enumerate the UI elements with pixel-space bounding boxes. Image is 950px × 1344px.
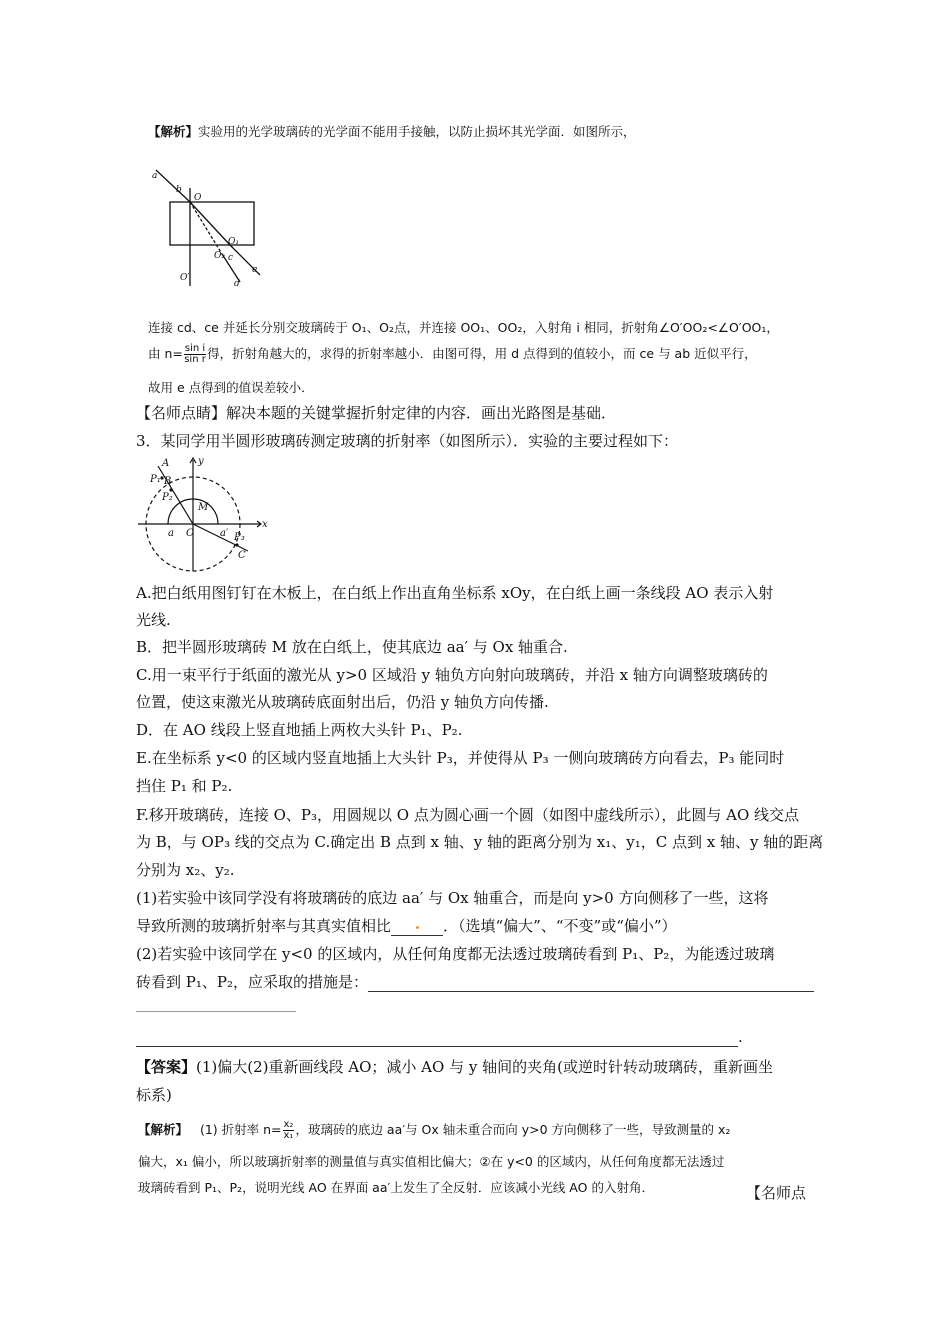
tip-label: 【名师点睛】 [136,404,227,422]
fig1-label-O1: O₁ [228,237,239,247]
q3-step-A-1: A.把白纸用图钉钉在木板上，在白纸上作出直角坐标系 xOy，在白纸上画一条线段 AO 表示入射 [136,584,774,602]
fig1-label-Oprime: O′ [180,273,190,283]
fraction-sin: $\frac{\text{sin i}}{\text{sin r}}$ [184,343,206,365]
fig2-label-C: C [238,550,246,561]
fig2-label-x: x [262,519,268,530]
fig2-label-aprime: a′ [220,528,229,539]
analysis2-line1: 【解析】 (1) 折射率 n= $\frac{\text{x₂}}{\text{x₁}}$ ，玻璃砖的底边 aa′与 Ox 轴未重合而向 y>0 方向侧移了一些，导致测量的 x₂ [138,1119,731,1141]
answer-blank-2b[interactable] [136,1011,296,1012]
q3-step-D: D．在 AO 线段上竖直地插上两枚大头针 P₁、P₂. [136,721,463,739]
fig2-label-y: y [198,456,204,467]
analysis2-line2: 偏大，x₁ 偏小，所以玻璃折射率的测量值与真实值相比偏大；②在 y<0 的区域内，从任何角度都无法透过 [138,1154,725,1169]
q3-step-C-1: C.用一束平行于纸面的激光从 y>0 区域沿 y 轴负方向射向玻璃砖，并沿 x 轴方向调整玻璃砖的 [136,666,768,684]
fig1-label-O2: O₂ [214,251,225,261]
fig2-label-P3: P₃ [234,532,245,543]
fig2-label-a: a [168,528,174,539]
fig1-label-c: c [228,253,234,263]
q3-title: 3．某同学用半圆形玻璃砖测定玻璃的折射率（如图所示）．实验的主要过程如下： [136,432,679,450]
analysis2-line3: 玻璃砖看到 P₁、P₂，说明光线 AO 在界面 aa′上发生了全反射．应该减小光线 AO 的入射角． [138,1180,654,1195]
answer-blank-2c[interactable] [136,1028,738,1047]
q3-step-A-2: 光线. [136,611,171,629]
analysis1-line2: 连接 cd、ce 并延长分别交玻璃砖于 O₁、O₂点，并连接 OO₁、OO₂，入射角 i 相同，折射角∠O′OO₂<∠O′OO₁， [148,320,779,335]
fig2-label-P1: P₁ [150,474,161,485]
q3-sub1-line2: 导致所测的玻璃折射率与其真实值相比 ．（选填“偏大”、“不变”或“偏小”） [136,917,677,935]
fig2-label-B: B [164,476,172,487]
fig2-label-M: M [198,502,209,513]
q3-step-E-2: 挡住 P₁ 和 P₂. [136,777,233,795]
answer-line2: 标系) [136,1086,172,1104]
figure-semicircle [136,454,276,576]
fraction-x: $\frac{\text{x₂}}{\text{x₁}}$ [283,1119,294,1141]
q3-step-E-1: E.在坐标系 y<0 的区域内竖直地插上大头针 P₃，并使得从 P₃ 一侧向玻璃砖方向看去，P₃ 能同时 [136,749,785,767]
slab-drawing [156,170,260,286]
tip2-label: 【名师点 [746,1184,807,1202]
answer-blank-1[interactable] [391,917,443,936]
fig1-label-d: d [234,279,240,289]
fig1-label-b: b [176,185,182,195]
q3-step-F-3: 分别为 x₂、y₂. [136,861,235,879]
fig1-label-a: a [152,171,158,181]
q3-sub1-line1: (1)若实验中该同学没有将玻璃砖的底边 aa′ 与 Ox 轴重合，而是向 y>0 方向侧移了一些，这将 [136,889,769,907]
q3-step-C-2: 位置，使这束激光从玻璃砖底面射出后，仍沿 y 轴负方向传播. [136,693,549,711]
answer-blank-2a[interactable] [368,973,814,992]
q3-sub2-line3: . [136,1028,743,1047]
q3-step-B: B．把半圆形玻璃砖 M 放在白纸上，使其底边 aa′ 与 Ox 轴重合. [136,638,568,656]
fig1-label-O: O [194,193,202,203]
analysis-label-2: 【解析】 [138,1122,189,1137]
incident-ray [156,170,190,202]
q3-sub2-line2: 砖看到 P₁、P₂，应采取的措施是： [136,971,814,992]
answer-line1: 【答案】(1)偏大(2)重新画线段 AO；减小 AO 与 y 轴间的夹角(或逆时针转动玻璃砖，重新画坐 [136,1058,773,1076]
analysis1-line3: 由 n= $\frac{\text{sin i}}{\text{sin r}}$ 得，折射角越大的，求得的折射率越小．由图可得，用 d 点得到的值较小，而 ce 与 ab 近似平行， [148,343,757,365]
fig2-label-A: A [162,458,170,469]
analysis-label: 【解析】 [148,124,199,139]
q3-step-F-1: F.移开玻璃砖，连接 O、P₃，用圆规以 O 点为圆心画一个圆（如图中虚线所示），此圆与 AO 线交点 [136,806,800,824]
analysis1-line4: 故用 e 点得到的值误差较小． [148,380,314,395]
tip1: 【名师点睛】解决本题的关键掌握折射定律的内容．画出光路图是基础． [136,404,617,422]
refracted-ray-2 [190,202,222,254]
pin-P3 [235,543,238,546]
fig2-label-O: O [186,528,195,539]
fig2-label-P2: P₂ [162,492,173,503]
q3-sub2-line1: (2)若实验中该同学在 y<0 的区域内，从任何角度都无法透过玻璃砖看到 P₁、P₂，为能透过玻璃 [136,945,775,963]
fig1-label-e: e [252,265,258,275]
answer-label: 【答案】 [136,1058,197,1076]
q3-step-F-2: 为 B，与 OP₃ 线的交点为 C.确定出 B 点到 x 轴、y 轴的距离分别为 x₁、y₁，C 点到 x 轴、y 轴的距离 [136,833,824,851]
analysis1-line1: 【解析】实验用的光学玻璃砖的光学面不能用手接触，以防止损坏其光学面．如图所示， [148,124,636,139]
figure-glass-slab [148,162,278,290]
refracted-ray-1 [190,202,230,245]
